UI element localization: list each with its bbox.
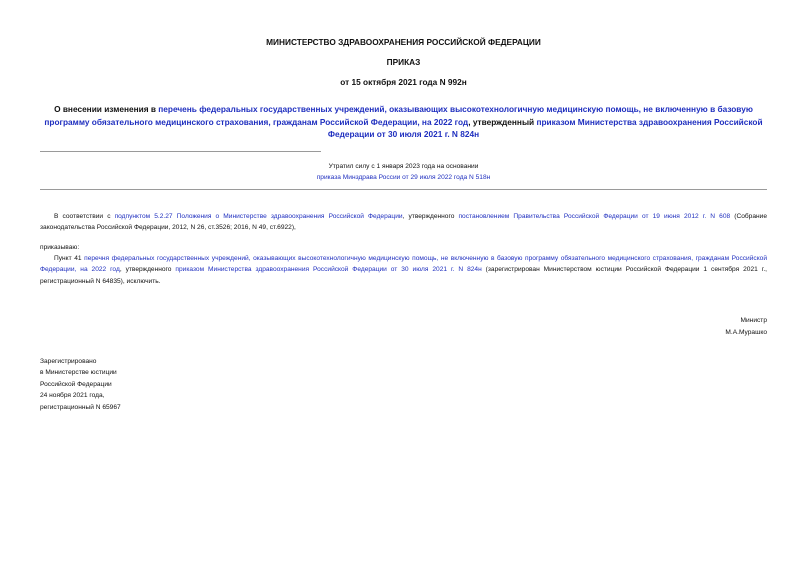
para1-text-3: (Собрание законодательства Российской Федерации, 2012, N 26, ст.3526; 2016, N 49, ст.6922),: [40, 213, 767, 232]
para1-text-1: В соответствии с: [54, 213, 115, 220]
status-note-line-2: [40, 174, 767, 181]
para2-text-3: (зарегистрирован Министерством юстиции Российской Федерации 1 сентября 2021 г., регистрационный N 64835), исключить.: [40, 266, 767, 285]
document-title: [40, 103, 767, 141]
title-link-order[interactable]: приказом Министерства здравоохранения Российской Федерации от 30 июля 2021 г. N 824н: [327, 116, 763, 139]
ministry-heading: МИНИСТЕРСТВО ЗДРАВООХРАНЕНИЯ РОССИЙСКОЙ ФЕДЕРАЦИИ: [266, 37, 541, 47]
signature-name: М.А.Мурашко: [725, 328, 767, 336]
para2-text-1: Пункт 41: [54, 255, 85, 262]
divider-full: [40, 189, 767, 190]
date-number-heading: от 15 октября 2021 года N 992н: [340, 77, 467, 87]
doc-type-heading: ПРИКАЗ: [386, 57, 421, 67]
paragraph-basis: [40, 211, 767, 234]
title-link-list[interactable]: перечень федеральных государственных учреждений, оказывающих высокотехнологичную медицинскую помощь, не включенную в базовую программу обязательного медицинского страхования, гражданам Российской Федерации, на 2022 год: [44, 104, 753, 127]
paragraph-order: [40, 253, 767, 287]
divider-short: [40, 151, 321, 152]
status-note-text: Утратил силу с 1 января 2023 года на основании: [328, 163, 479, 170]
para2-link-list[interactable]: перечня федеральных государственных учреждений, оказывающих высокотехнологичную медицинскую помощь, не включенную в базовую программу обязательного медицинского страхования, гражданам Российской Федерации, на 2022 год: [40, 255, 768, 274]
title-middle: , утвержденный: [468, 116, 537, 127]
title-prefix: О внесении изменения в: [54, 104, 159, 114]
registration-line-2: в Министерстве юстиции: [40, 369, 117, 377]
para2-link-order[interactable]: приказом Министерства здравоохранения Российской Федерации от 30 июля 2021 г. N 824н: [175, 266, 482, 274]
signature-position: Министр: [740, 317, 767, 324]
para2-text-2: , утвержденного: [119, 266, 176, 274]
para1-text-2: , утвержденного: [402, 213, 459, 220]
para1-link-decree[interactable]: постановлением Правительства Российской Федерации от 19 июня 2012 г. N 608: [458, 213, 731, 220]
registration-line-3: Российской Федерации: [40, 380, 112, 388]
registration-block: [40, 356, 121, 413]
para1-link-regulation[interactable]: подпунктом 5.2.27 Положения о Министерстве здравоохранения Российской Федерации: [114, 213, 403, 220]
registration-line-1: Зарегистрировано: [40, 358, 97, 365]
signature-block: [725, 315, 767, 338]
status-note-link[interactable]: приказа Минздрава России от 29 июля 2022 года N 518н: [316, 174, 491, 181]
order-word: приказываю:: [40, 244, 80, 251]
registration-line-4: 24 ноября 2021 года,: [40, 392, 105, 400]
registration-line-5: регистрационный N 65967: [40, 403, 121, 411]
